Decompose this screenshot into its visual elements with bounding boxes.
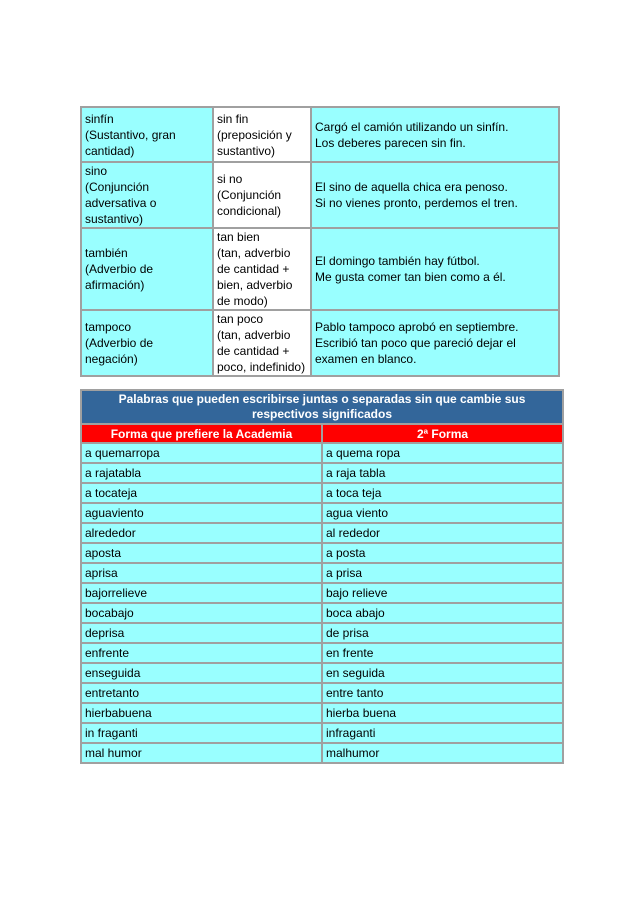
table-row [82,704,562,722]
table-row [82,504,562,522]
second-form-cell: boca abajo [323,604,562,622]
alternative-cell [214,311,310,375]
table-title-row [82,391,562,423]
second-form-cell: al rededor [323,524,562,542]
alternative-cell [214,163,310,227]
second-form-cell: bajo relieve [323,584,562,602]
example-cell [312,108,558,161]
second-form-cell: en seguida [323,664,562,682]
table-row [82,108,558,161]
academia-form-cell: mal humor [82,744,321,762]
word-text: sinfín (Sustantivo, gran cantidad) [85,111,176,158]
academia-form-cell: alrededor [82,524,321,542]
table-row [82,724,562,742]
word-cell [82,311,212,375]
word-text: también (Adverbio de afirmación) [85,246,154,292]
academia-form-cell: hierbabuena [82,704,321,722]
table-row [82,684,562,702]
second-form-cell: hierba buena [323,704,562,722]
alternative-text: sin fin (preposición y sustantivo) [217,111,292,158]
table-row [82,524,562,542]
second-form-cell: a quema ropa [323,444,562,462]
academia-form-cell: entretanto [82,684,321,702]
example-cell [312,311,558,375]
example-text: El sino de aquella chica era penoso. Si no vienes pronto, perdemos el tren. [315,180,518,210]
academia-form-cell: bocabajo [82,604,321,622]
second-form-cell: en frente [323,644,562,662]
table-row [82,624,562,642]
second-form-cell: a raja tabla [323,464,562,482]
example-text: Cargó el camión utilizando un sinfín. Los deberes parecen sin fin. [315,119,509,150]
table-row [82,484,562,502]
second-form-cell: agua viento [323,504,562,522]
word-cell [82,229,212,309]
table-row [82,644,562,662]
table-row [82,604,562,622]
alternative-text: tan poco (tan, adverbio de cantidad + poco, indefinido) [217,312,306,374]
table-row [82,229,558,309]
academia-form-cell: enfrente [82,644,321,662]
alternative-cell [214,229,310,309]
academia-form-cell: enseguida [82,664,321,682]
table-row [82,163,558,227]
academia-form-cell: in fraganti [82,724,321,742]
table-row [82,664,562,682]
header-academia-form: Forma que prefiere la Academia [82,425,321,442]
academia-form-cell: a rajatabla [82,464,321,482]
example-cell [312,229,558,309]
academia-form-cell: deprisa [82,624,321,642]
alternative-text: tan bien (tan, adverbio de cantidad + bien, adverbio de modo) [217,230,293,308]
table-row [82,584,562,602]
homophones-table [80,106,560,377]
header-second-form: 2ª Forma [323,425,562,442]
academia-form-cell: aposta [82,544,321,562]
example-text: El domingo también hay fútbol. Me gusta comer tan bien como a él. [315,254,506,284]
second-form-cell: a posta [323,544,562,562]
alternative-cell [214,108,310,161]
spelling-forms-table [80,389,564,764]
table-title: Palabras que pueden escribirse juntas o separadas sin que cambie sus respectivos significados [82,391,562,423]
second-form-cell: a prisa [323,564,562,582]
academia-form-cell: bajorrelieve [82,584,321,602]
table-row [82,564,562,582]
second-form-cell: a toca teja [323,484,562,502]
second-form-cell: entre tanto [323,684,562,702]
academia-form-cell: aprisa [82,564,321,582]
word-text: sino (Conjunción adversativa o sustantivo) [85,164,157,226]
word-text: tampoco (Adverbio de negación) [85,320,154,366]
table-row [82,311,558,375]
academia-form-cell: a tocateja [82,484,321,502]
second-form-cell: infraganti [323,724,562,742]
table-row [82,464,562,482]
table-row [82,444,562,462]
table-row [82,744,562,762]
word-cell [82,163,212,227]
table-header-row [82,425,562,442]
second-form-cell: de prisa [323,624,562,642]
table-row [82,544,562,562]
academia-form-cell: a quemarropa [82,444,321,462]
alternative-text: si no (Conjunción condicional) [217,172,282,218]
academia-form-cell: aguaviento [82,504,321,522]
word-cell [82,108,212,161]
example-cell [312,163,558,227]
second-form-cell: malhumor [323,744,562,762]
example-text: Pablo tampoco aprobó en septiembre. Escribió tan poco que pareció dejar el examen en blanco. [315,320,519,366]
